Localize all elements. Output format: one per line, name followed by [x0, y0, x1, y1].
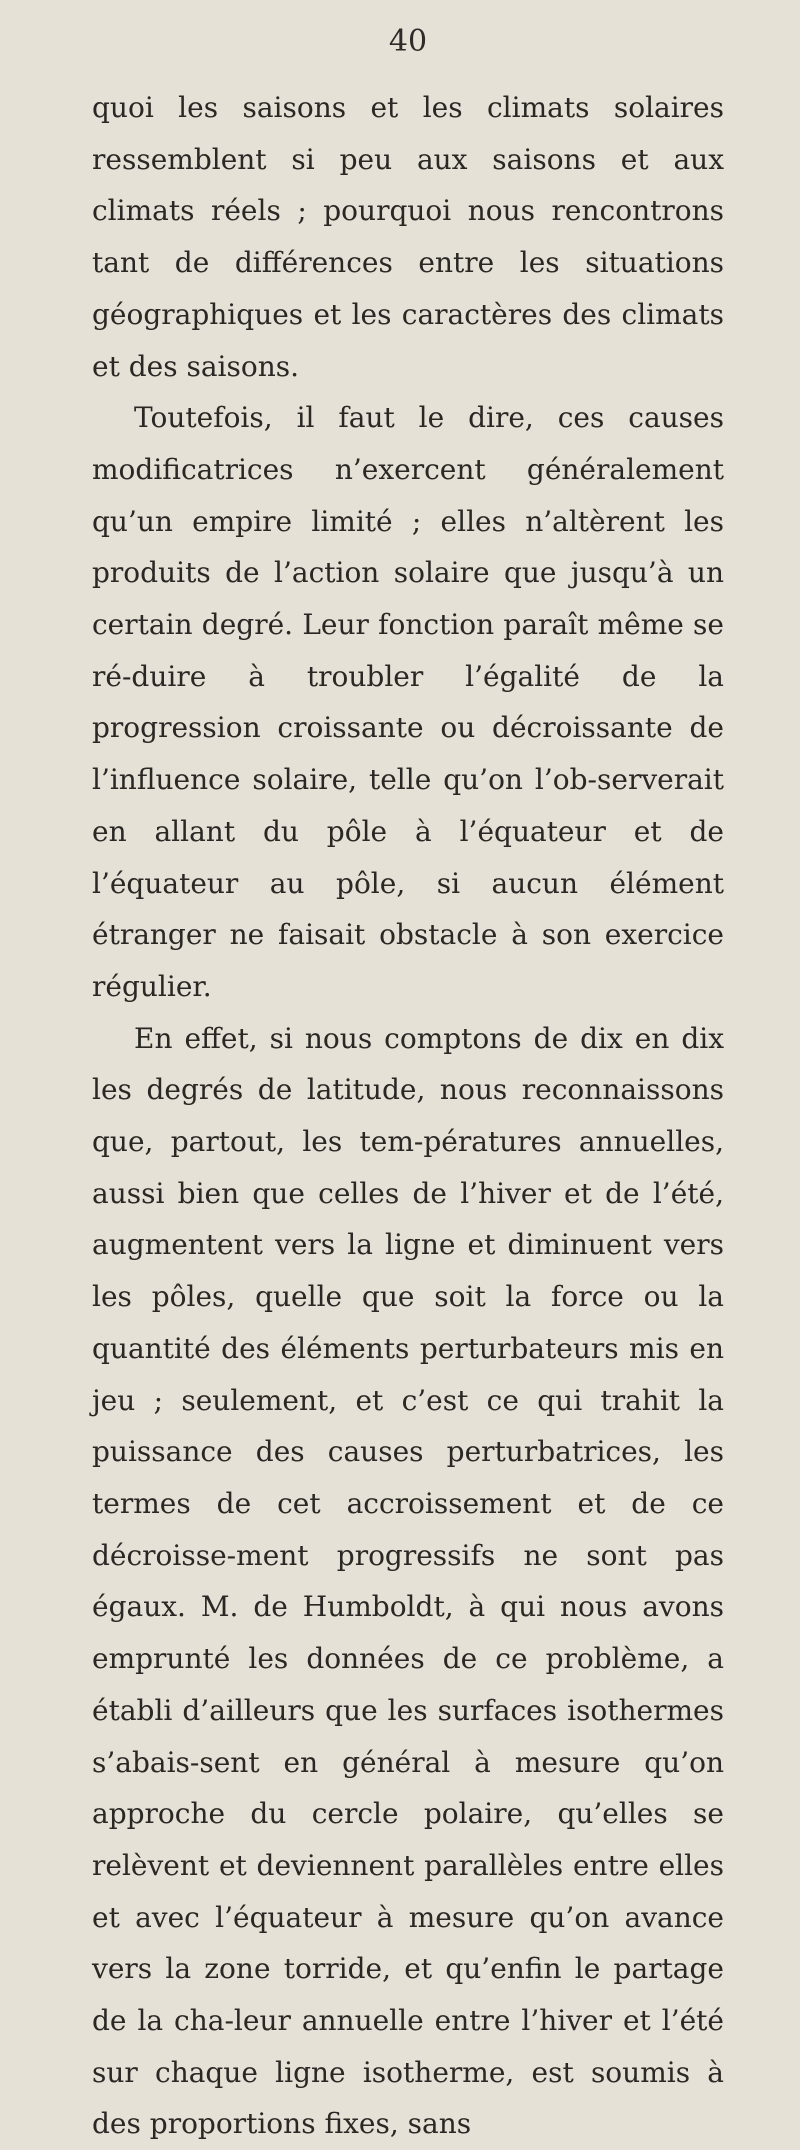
paragraph-2: Toutefois, il faut le dire, ces causes modificatrices n’exercent généralement qu’un empire limité ; elles n’altèrent les produits de l’action solaire que jusqu’à un certain degré. Leur fonction paraît même se ré-duire à troubler l’égalité de la progression croissante ou décroissante de l’influence solaire, telle qu’on l’ob-serverait en allant du pôle à l’équateur et de l’équateur au pôle, si aucun élément étranger ne faisait obstacle à son exercice régulier. [92, 401, 724, 1003]
page-number: 40 [388, 24, 428, 59]
paragraph-1: quoi les saisons et les climats solaires ressemblent si peu aux saisons et aux climats réels ; pourquoi nous rencontrons tant de différences entre les situations géographiques et les caractères des climats et des saisons. [92, 91, 724, 383]
body-text [92, 82, 724, 2150]
paragraph-3: En effet, si nous comptons de dix en dix les degrés de latitude, nous reconnaissons que, partout, les tem-pératures annuelles, aussi bien que celles de l’hiver et de l’été, augmentent vers la ligne et diminuent vers les pôles, quelle que soit la force ou la quantité des éléments perturbateurs mis en jeu ; seulement, et c’est ce qui trahit la puissance des causes perturbatrices, les termes de cet accroissement et de ce décroisse-ment progressifs ne sont pas égaux. M. de Humboldt, à qui nous avons emprunté les données de ce problème, a établi d’ailleurs que les surfaces isothermes s’abais-sent en général à mesure qu’on approche du cercle polaire, qu’elles se relèvent et deviennent parallèles entre elles et avec l’équateur à mesure qu’on avance vers la zone torride, et qu’enfin le partage de la cha-leur annuelle entre l’hiver et l’été sur chaque ligne isotherme, est soumis à des proportions fixes, sans [92, 1021, 724, 2141]
